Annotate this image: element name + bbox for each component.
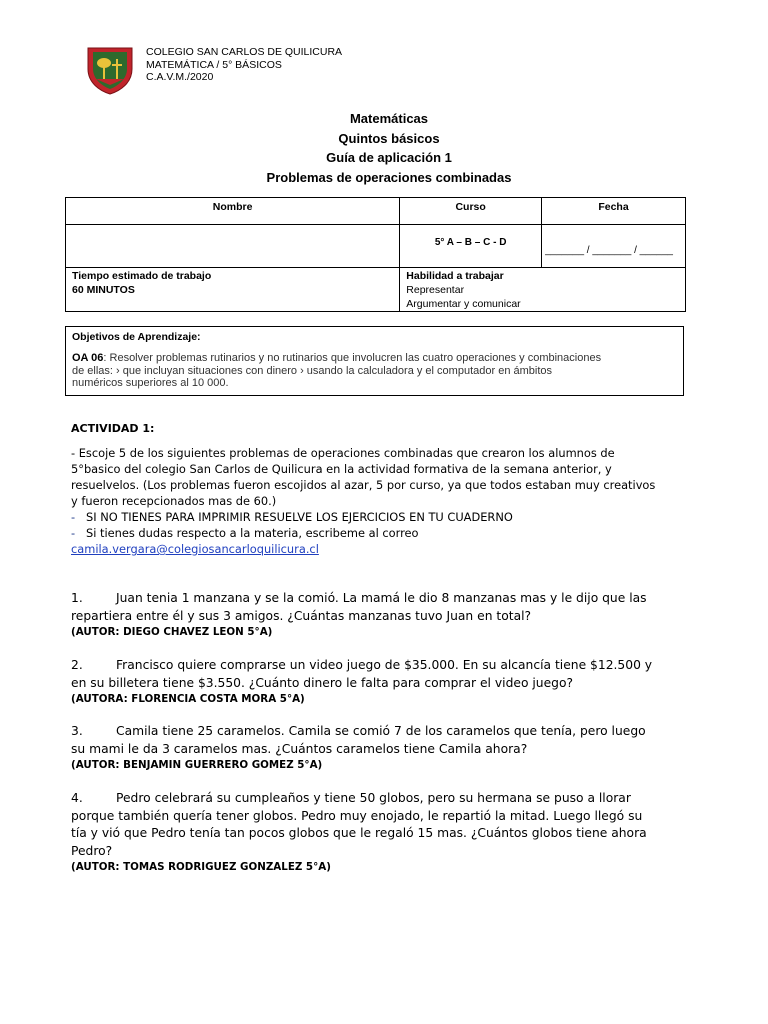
instruction-contact xyxy=(71,525,707,541)
problem-1 xyxy=(71,590,711,639)
problem-text: repartiera entre él y sus 3 amigos. ¿Cuántas manzanas tuvo Juan en total? xyxy=(71,608,532,623)
objective-line-3: numéricos superiores al 10 000. xyxy=(72,377,229,389)
date-blank: _______ / _______ / ______ xyxy=(545,245,673,256)
instruction-print-note xyxy=(71,509,707,525)
objective-line-1: : Resolver problemas rutinarios y no rutinarios que involucren las cuatro operaciones y combinaciones xyxy=(103,352,602,364)
contact-text: Si tienes dudas respecto a la materia, escribeme al correo xyxy=(86,526,419,540)
bullet-dash: - xyxy=(71,526,76,540)
problem-text: Pedro celebrará su cumpleaños y tiene 50 globos, pero su hermana se puso a llorar xyxy=(116,791,631,805)
title-level: Quintos básicos xyxy=(338,130,440,146)
objectives-text xyxy=(72,352,677,390)
problem-text: Pedro? xyxy=(71,843,113,858)
instruction-line-4: y fueron recepcionados mas de 60.) xyxy=(71,494,277,508)
course-cell xyxy=(400,225,542,268)
problem-author: (AUTOR: DIEGO CHAVEZ LEON 5°A) xyxy=(71,626,273,638)
learning-objectives-box xyxy=(65,326,684,396)
header-date: Fecha xyxy=(542,198,686,225)
problem-text: Francisco quiere comprarse un video juego de $35.000. En su alcancía tiene $12.500 y xyxy=(116,658,653,672)
objective-code: OA 06 xyxy=(72,352,104,364)
time-value: 60 MINUTOS xyxy=(72,284,135,296)
skill-label: Habilidad a trabajar xyxy=(406,270,504,282)
time-label: Tiempo estimado de trabajo xyxy=(72,270,212,282)
school-crest-logo xyxy=(86,45,134,95)
activity-instructions xyxy=(71,445,707,557)
school-header xyxy=(146,46,342,84)
print-note-text: SI NO TIENES PARA IMPRIMIR RESUELVE LOS EJERCICIOS EN TU CUADERNO xyxy=(86,510,513,524)
instruction-line-2: 5°basico del colegio San Carlos de Quilicura en la actividad formativa de la semana anterior, y xyxy=(71,462,612,476)
problem-number: 4. xyxy=(71,791,83,805)
problem-author: (AUTOR: BENJAMIN GUERRERO GOMEZ 5°A) xyxy=(71,759,323,771)
course-options: 5° A – B – C - D xyxy=(434,237,507,248)
problem-3 xyxy=(71,723,711,772)
instruction-line-3: resuelvelos. (Los problemas fueron escojidos al azar, 5 por curso, ya que todos estaban muy creativos xyxy=(71,478,656,492)
problem-number: 1. xyxy=(71,591,83,605)
bullet-dash: - xyxy=(71,510,76,524)
header-name: Nombre xyxy=(66,198,400,225)
problem-number: 2. xyxy=(71,658,83,672)
subject-line: MATEMÁTICA / 5° BÁSICOS xyxy=(146,58,282,71)
skill-represent: Representar xyxy=(406,284,465,296)
title-topic: Problemas de operaciones combinadas xyxy=(266,169,512,185)
instruction-line-1: - Escoje 5 de los siguientes problemas de operaciones combinadas que crearon los alumnos de xyxy=(71,446,615,460)
problem-text: tía y vió que Pedro tenía tan pocos globos que le regaló 15 mas. ¿Cuántos globos tiene ahora xyxy=(71,826,647,840)
objectives-title: Objetivos de Aprendizaje: xyxy=(72,331,201,343)
date-field[interactable] xyxy=(542,225,686,268)
problem-author: (AUTOR: TOMAS RODRIGUEZ GONZALEZ 5°A) xyxy=(71,861,331,873)
name-field[interactable] xyxy=(66,225,400,268)
skill-cell xyxy=(400,268,686,312)
document-titles xyxy=(0,109,768,187)
problem-text: Camila tiene 25 caramelos. Camila se comió 7 de los caramelos que tenía, pero luego xyxy=(116,724,646,738)
problem-text: en su billetera tiene $3.550. ¿Cuánto dinero le falta para comprar el video juego? xyxy=(71,675,574,690)
problem-text: porque también quería tener globos. Pedro muy enojado, le repartió la mitad. Luego llegó su xyxy=(71,808,643,823)
problem-2 xyxy=(71,657,711,706)
problem-text: Juan tenia 1 manzana y se la comió. La mamá le dio 8 manzanas mas y le dijo que las xyxy=(116,591,647,605)
title-guide: Guía de aplicación 1 xyxy=(326,150,452,165)
problem-4 xyxy=(71,790,711,874)
objective-line-2: de ellas: › que incluyan situaciones con dinero › usando la calculadora y el computador en ámbitos xyxy=(72,364,553,377)
activity-title: ACTIVIDAD 1: xyxy=(71,422,155,435)
document-code: C.A.V.M./2020 xyxy=(146,71,214,83)
problem-text: su mami le da 3 caramelos mas. ¿Cuántos caramelos tiene Camila ahora? xyxy=(71,741,528,756)
school-name: COLEGIO SAN CARLOS DE QUILICURA xyxy=(146,46,343,58)
skill-argue: Argumentar y comunicar xyxy=(406,298,521,310)
student-info-table xyxy=(65,197,686,312)
time-cell xyxy=(66,268,400,312)
problem-author: (AUTORA: FLORENCIA COSTA MORA 5°A) xyxy=(71,693,305,705)
header-course: Curso xyxy=(400,198,542,225)
title-subject: Matemáticas xyxy=(349,111,429,126)
problem-number: 3. xyxy=(71,724,83,738)
teacher-email-link[interactable]: camila.vergara@colegiosancarloquilicura.cl xyxy=(71,542,319,556)
